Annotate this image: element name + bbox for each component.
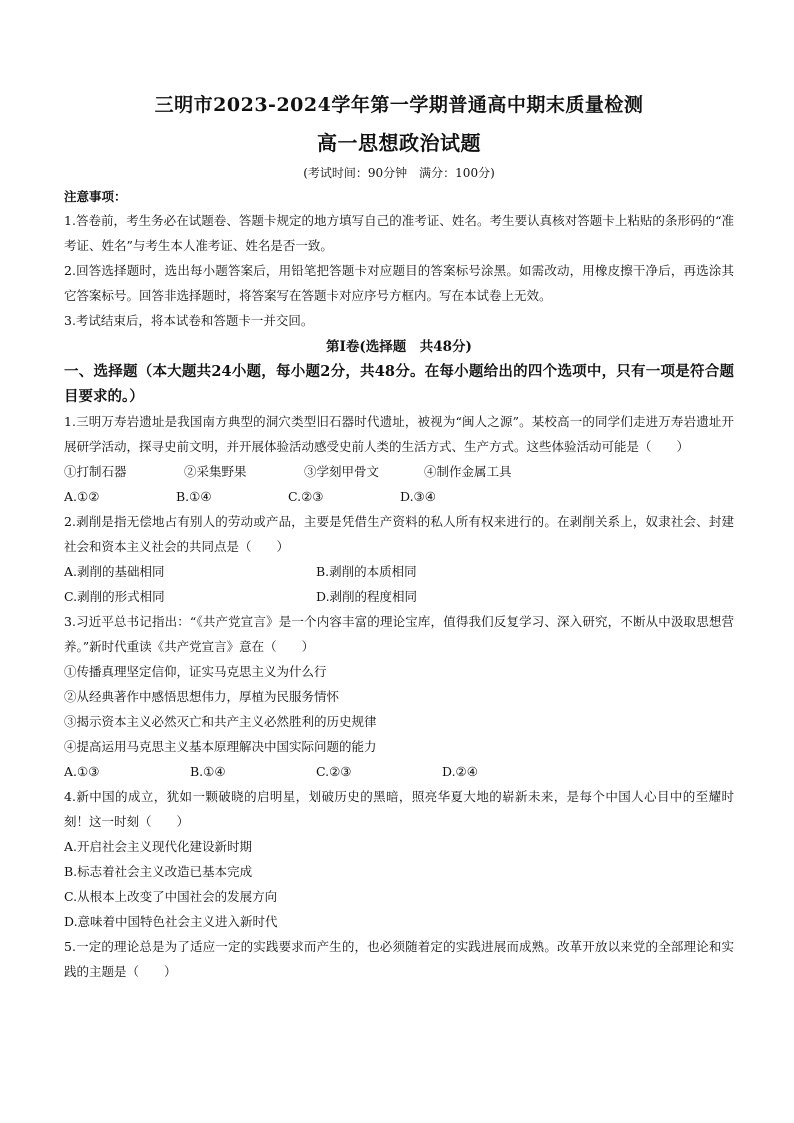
exam-subtitle: 高一思想政治试题 bbox=[317, 131, 481, 155]
question-1-options bbox=[64, 484, 734, 509]
q1-item: ①打制石器 bbox=[64, 464, 127, 479]
q4-option-c: C.从根本上改变了中国社会的发展方向 bbox=[64, 889, 278, 904]
q1-option-d: D.③④ bbox=[400, 489, 436, 504]
q2-option-c: C.剥削的形式相同 bbox=[64, 589, 165, 604]
q4-option-d: D.意味着中国特色社会主义进入新时代 bbox=[64, 914, 278, 929]
question-5-stem: 5.一定的理论总是为了适应一定的实践要求而产生的，也必须随着定的实践进展而成熟。改革开放以来党的全部理论和实践的主题是（ ） bbox=[64, 939, 734, 979]
q3-option-a: A.①③ bbox=[64, 764, 100, 779]
q3-option-b: B.①④ bbox=[190, 764, 226, 779]
q1-option-a: A.①② bbox=[64, 489, 100, 504]
exam-meta: (考试时间：90分钟 满分：100分) bbox=[303, 166, 495, 180]
q1-item: ③学刻甲骨文 bbox=[304, 464, 380, 479]
note-item: 1.答卷前，考生务必在试题卷、答题卡规定的地方填写自己的准考证、姓名。考生要认真核对答题卡上粘贴的条形码的“准考证、姓名”与考生本人准考证、姓名是否一致。 bbox=[64, 213, 734, 253]
q1-item: ②采集野果 bbox=[184, 464, 247, 479]
exam-title: 三明市2023-2024学年第一学期普通高中期末质量检测 bbox=[154, 94, 644, 116]
exam-page bbox=[64, 92, 734, 984]
note-item: 2.回答选择题时，选出每小题答案后，用铅笔把答题卡对应题目的答案标号涂黑。如需改动，用橡皮擦干净后，再选涂其它答案标号。回答非选择题时，将答案写在答题卡对应序号方框内。写在本试卷上无效。 bbox=[64, 263, 734, 303]
q4-option-a: A.开启社会主义现代化建设新时期 bbox=[64, 839, 253, 854]
q3-option-d: D.②④ bbox=[442, 764, 478, 779]
q1-option-c: C.②③ bbox=[288, 489, 324, 504]
question-3-stem: 3.习近平总书记指出：“《共产党宣言》是一个内容丰富的理论宝库，值得我们反复学习、深入研究，不断从中汲取思想营养。”新时代重读《共产党宣言》意在（ ） bbox=[64, 614, 734, 654]
part-heading: 一、选择题（本大题共24小题，每小题2分，共48分。在每小题给出的四个选项中，只有一项是符合题目要求的。） bbox=[64, 363, 734, 405]
notes-heading: 注意事项： bbox=[64, 189, 127, 204]
q3-item: ①传播真理坚定信仰，证实马克思主义为什么行 bbox=[64, 664, 327, 679]
q2-option-d: D.剥削的程度相同 bbox=[316, 589, 418, 604]
question-4-stem: 4.新中国的成立，犹如一颗破晓的启明星，划破历史的黑暗，照亮华夏大地的崭新未来，是每个中国人心目中的至耀时刻！这一时刻（ ） bbox=[64, 789, 734, 829]
q4-option-b: B.标志着社会主义改造已基本完成 bbox=[64, 864, 253, 879]
q3-option-c: C.②③ bbox=[316, 764, 352, 779]
q1-item: ④制作金属工具 bbox=[424, 464, 512, 479]
q3-item: ③揭示资本主义必然灭亡和共产主义必然胜利的历史规律 bbox=[64, 714, 377, 729]
question-2-options-row1 bbox=[64, 559, 734, 584]
question-2-options-row2 bbox=[64, 584, 734, 609]
q3-item: ②从经典著作中感悟思想伟力，厚植为民服务情怀 bbox=[64, 689, 340, 704]
q2-option-b: B.剥削的本质相同 bbox=[316, 564, 417, 579]
question-1-stem: 1.三明万寿岩遗址是我国南方典型的洞穴类型旧石器时代遗址，被视为“闽人之源”。某校高一的同学们走进万寿岩遗址开展研学活动，探寻史前文明，并开展体验活动感受史前人类的生活方式、生产方式。这些体验活动可能是（ ） bbox=[64, 414, 734, 454]
question-1-items bbox=[64, 459, 734, 484]
question-3-options bbox=[64, 759, 734, 784]
q2-option-a: A.剥削的基础相同 bbox=[64, 564, 165, 579]
section-title: 第Ⅰ卷(选择题 共48分) bbox=[326, 339, 472, 355]
question-2-stem: 2.剥削是指无偿地占有别人的劳动或产品，主要是凭借生产资料的私人所有权来进行的。在剥削关系上，奴隶社会、封建社会和资本主义社会的共同点是（ ） bbox=[64, 514, 734, 554]
q1-option-b: B.①④ bbox=[176, 489, 212, 504]
q3-item: ④提高运用马克思主义基本原理解决中国实际问题的能力 bbox=[64, 739, 377, 754]
note-item: 3.考试结束后，将本试卷和答题卡一并交回。 bbox=[64, 313, 314, 328]
